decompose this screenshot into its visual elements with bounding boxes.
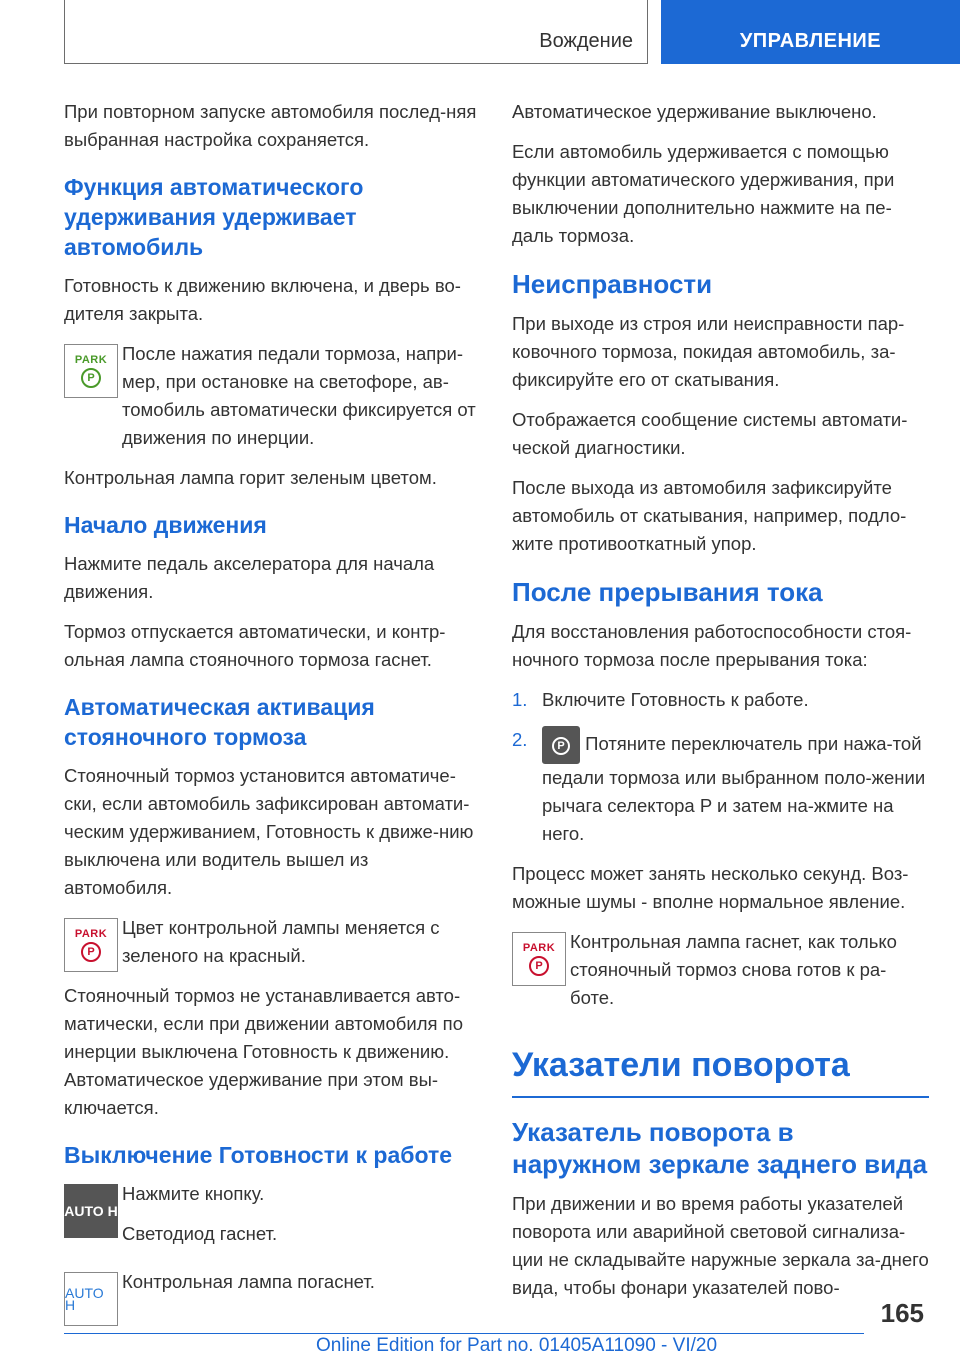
footer-edition: Online Edition for Part no. 01405A11090 - VI/20	[316, 1335, 718, 1356]
heading-faults: Неисправности	[512, 269, 713, 299]
list-item: 1. Включите Готовность к работе.	[512, 689, 809, 710]
heading-switch-off: Выключение Готовности к работе	[64, 1142, 453, 1168]
section-tab-label: УПРАВЛЕНИЕ	[739, 30, 882, 52]
heading-turn-mirror: Указатель поворота в наружном зеркале заднего вида	[512, 1117, 928, 1179]
park-red-note	[512, 928, 929, 1012]
footer-divider	[64, 1333, 864, 1334]
paragraph: Стояночный тормоз установится автоматиче-ски, если автомобиль зафиксирован автомати-ческим удерживанием, Готовность к движе-нию выключена или водитель вышел из автомобиля.	[64, 765, 474, 898]
paragraph: После выхода из автомобиля зафиксируйте автомобиль от скатывания, например, подло-жите противооткатный упор.	[512, 477, 907, 554]
park-brake-green-icon: PARK P	[64, 344, 118, 398]
paragraph: Светодиод гаснет.	[122, 1223, 278, 1244]
park-brake-red-icon: PARK P	[64, 918, 118, 972]
auto-h-indicator-icon: AUTO H	[64, 1272, 118, 1326]
paragraph: Процесс может занять несколько секунд. Воз-можные шумы - вполне нормальное явление.	[512, 863, 909, 912]
paragraph: При выходе из строя или неисправности пар-ковочного тормоза, покидая автомобиль, за-фиксируйте его от скатывания.	[512, 313, 905, 390]
section-tab-controls	[661, 0, 960, 64]
park-red-note	[64, 914, 481, 970]
section-tab-label: Вождение	[539, 30, 633, 52]
paragraph: Контрольная лампа горит зеленым цветом.	[64, 467, 437, 488]
paragraph: При повторном запуске автомобиля послед-няя выбранная настройка сохраняется.	[64, 101, 477, 150]
paragraph: Нажмите кнопку.	[122, 1183, 265, 1204]
auto-h-button-note	[64, 1180, 481, 1248]
page-number: 165	[880, 1298, 924, 1328]
park-green-note	[64, 340, 481, 452]
heading-power-interruption: После прерывания тока	[512, 577, 823, 607]
paragraph: Стояночный тормоз не устанавливается авто-матически, если при движении автомобиля по инерции выключена Готовность к движению. Автоматическое удерживание при этом вы-ключается.	[64, 985, 463, 1118]
heading-auto-hold: Функция автоматического удерживания удерживает автомобиль	[64, 174, 364, 260]
paragraph: После нажатия педали тормоза, напри-мер, при остановке на светофоре, ав-томобиль автоматически фиксируется от движения по инерции.	[122, 343, 476, 448]
paragraph: Контрольная лампа гаснет, как только стояночный тормоз снова готов к ра-боте.	[570, 931, 897, 1008]
paragraph: При движении и во время работы указателей поворота или аварийной световой сигнализа-ции не складывайте наружные зеркала за-днего вида, чтобы фонари указателей пово-	[512, 1193, 929, 1298]
paragraph: Автоматическое удерживание выключено.	[512, 101, 877, 122]
steps-list	[512, 686, 929, 848]
paragraph: Нажмите педаль акселератора для начала движения.	[64, 553, 435, 602]
paragraph: Тормоз отпускается автоматически, и контр-ольная лампа стояночного тормоза гаснет.	[64, 621, 446, 670]
paragraph: Цвет контрольной лампы меняется с зеленого на красный.	[122, 917, 440, 966]
paragraph: Если автомобиль удерживается с помощью функции автоматического удерживания, при выключении дополнительно нажмите на пе-даль тормоза.	[512, 141, 895, 246]
paragraph: Отображается сообщение системы автомати-ческой диагностики.	[512, 409, 908, 458]
right-column	[512, 98, 929, 1314]
paragraph: Контрольная лампа погаснет.	[122, 1271, 375, 1292]
section-tab-driving	[64, 0, 648, 64]
heading-turn-signals: Указатели поворота	[512, 1042, 929, 1098]
parking-brake-switch-icon: P	[542, 726, 580, 764]
heading-start: Начало движения	[64, 512, 267, 538]
park-brake-red-icon: PARK P	[512, 932, 566, 986]
paragraph: Для восстановления работоспособности стоя-ночного тормоза после прерывания тока:	[512, 621, 912, 670]
left-column	[64, 98, 481, 1313]
paragraph: Готовность к движению включена, и дверь во-дителя закрыта.	[64, 275, 461, 324]
auto-h-light-note	[64, 1268, 481, 1313]
auto-h-button-icon: AUTO H	[64, 1184, 118, 1238]
list-item: 2. P Потяните переключатель при нажа-той педали тормоза или выбранном поло-жении рычага селектора P и затем на-жмите на него.	[512, 726, 929, 848]
heading-auto-activate: Автоматическая активация стояночного тормоза	[64, 694, 375, 750]
